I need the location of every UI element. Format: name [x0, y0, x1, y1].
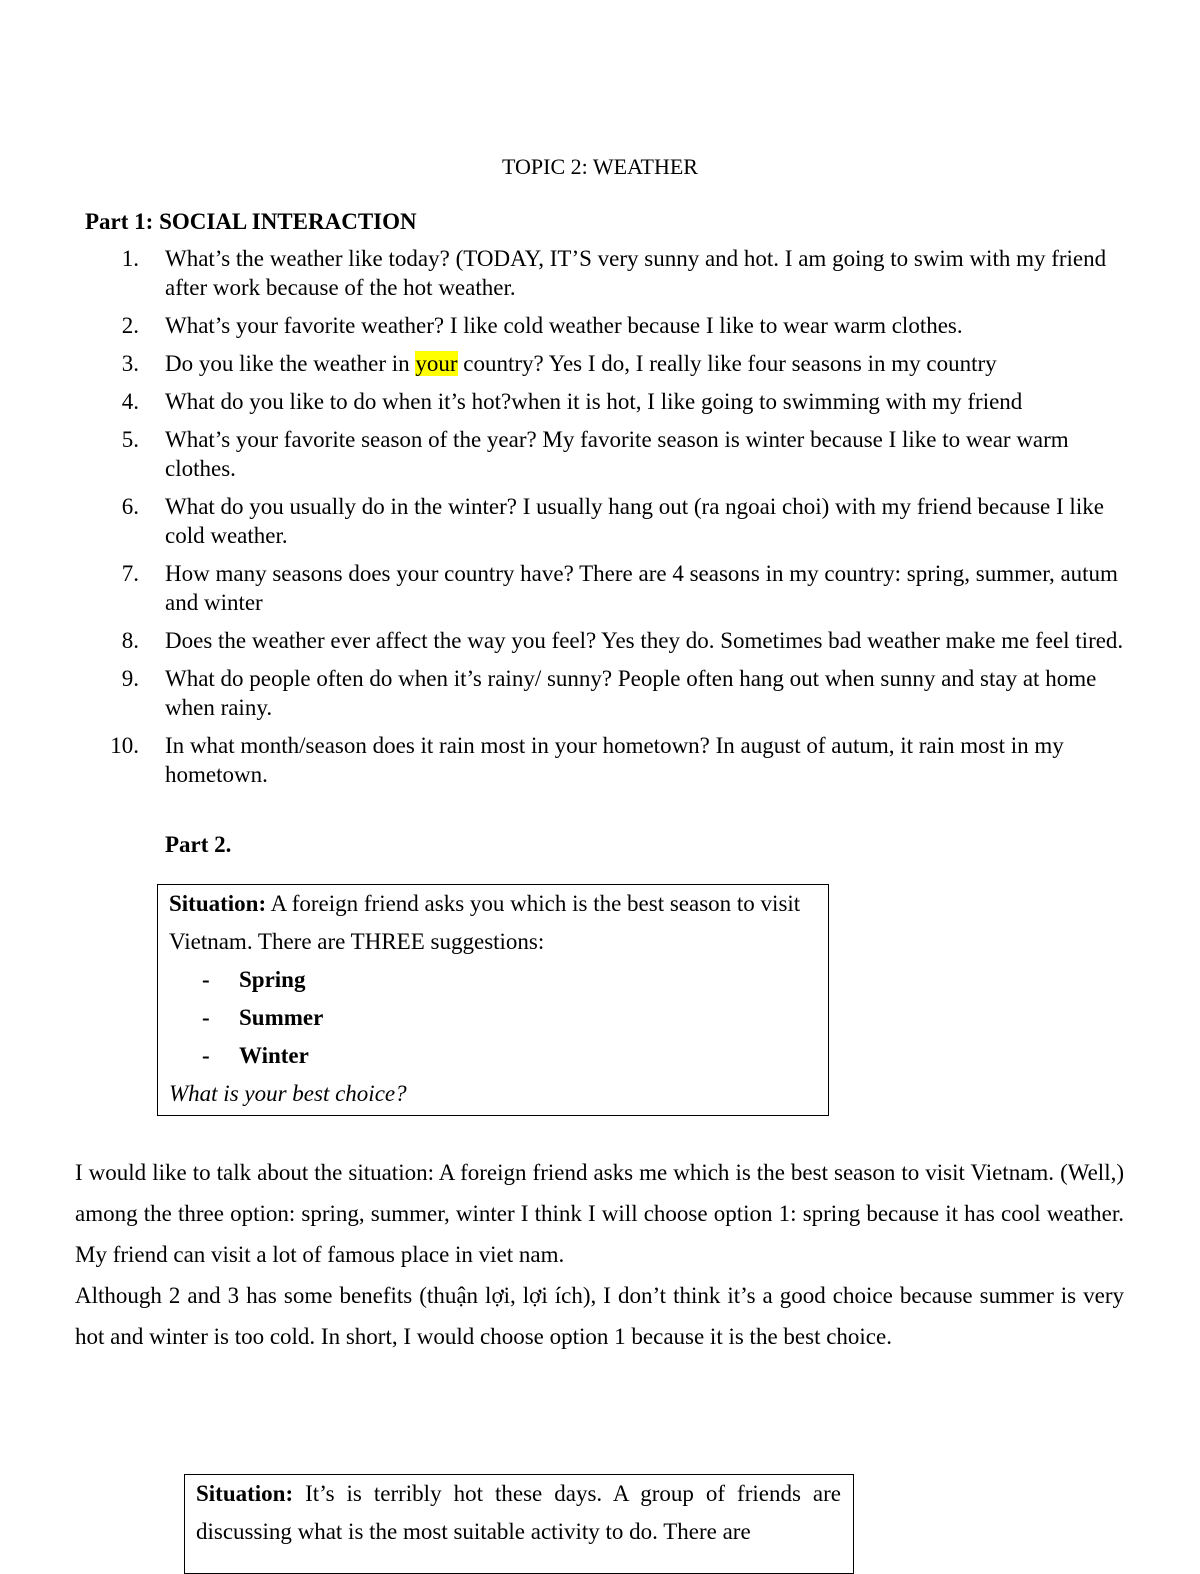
dash-bullet: -: [202, 1005, 210, 1030]
option-label: Winter: [239, 1043, 309, 1068]
list-item: [0, 349, 1200, 378]
part1-heading: Part 1: SOCIAL INTERACTION: [85, 209, 417, 234]
option-winter: [202, 1037, 816, 1075]
item-number: 2.: [121, 313, 139, 338]
situation-text: It’s is terribly hot these days. A group of friends are discussing what is the most suitable activity to do. There are: [196, 1481, 841, 1544]
list-item: [0, 731, 1200, 789]
item-number: 6.: [121, 494, 139, 519]
item-text: What’s your favorite season of the year? My favorite season is winter because I like to wear warm clothes.: [165, 427, 1069, 481]
dash-bullet: -: [202, 1043, 210, 1068]
item-text: What do you usually do in the winter? I usually hang out (ra ngoai choi) with my friend because I like cold weather.: [165, 494, 1104, 548]
situation-box-1: [157, 884, 829, 1116]
item-number: 5.: [121, 427, 139, 452]
situation-box-2: [184, 1474, 854, 1574]
topic-title: TOPIC 2: WEATHER: [502, 154, 698, 179]
item-number: 9.: [121, 666, 139, 691]
item-number: 3.: [121, 351, 139, 376]
situation-question: What is your best choice?: [169, 1081, 407, 1106]
item-text-after: country? Yes I do, I really like four seasons in my country: [457, 351, 997, 376]
item-number: 10.: [110, 733, 139, 758]
answer-paragraph-2: Although 2 and 3 has some benefits (thuận lợi, lợi ích), I don’t think it’s a good choice because summer is very hot and winter is too cold. In short, I would choose option 1 because it is the best choice.: [75, 1283, 1124, 1349]
list-item: [0, 244, 1200, 302]
situation-text: A foreign friend asks you which is the best season to visit Vietnam. There are THREE suggestions:: [169, 891, 801, 954]
list-item: [0, 559, 1200, 617]
answer-text: [75, 1152, 1124, 1357]
item-text: What’s the weather like today? (TODAY, IT’S very sunny and hot. I am going to swim with my friend after work because of the hot weather.: [165, 246, 1107, 300]
item-number: 7.: [121, 561, 139, 586]
part2-heading: Part 2.: [165, 832, 232, 857]
item-text: What do people often do when it’s rainy/ sunny? People often hang out when sunny and stay at home when rainy.: [165, 666, 1097, 720]
item-text: [165, 349, 1130, 378]
option-spring: [202, 961, 816, 999]
item-number: 4.: [121, 389, 139, 414]
option-label: Spring: [239, 967, 306, 992]
item-text: How many seasons does your country have? There are 4 seasons in my country: spring, summer, autum and winter: [165, 561, 1118, 615]
item-number: 8.: [121, 628, 139, 653]
question-list: [0, 244, 1200, 789]
list-item: [0, 626, 1200, 655]
list-item: [0, 311, 1200, 340]
list-item: [0, 387, 1200, 416]
item-text-before: Do you like the weather in: [165, 351, 416, 376]
option-label: Summer: [239, 1005, 324, 1030]
item-text: Does the weather ever affect the way you feel? Yes they do. Sometimes bad weather make me feel tired.: [165, 628, 1124, 653]
highlighted-word: your: [415, 351, 458, 376]
dash-bullet: -: [202, 967, 210, 992]
answer-paragraph-1: I would like to talk about the situation: A foreign friend asks me which is the best season to visit Vietnam. (Well,) among the three option: spring, summer, winter I think I will choose option 1: spring because it has cool weather. My friend can visit a lot of famous place in viet nam.: [75, 1160, 1124, 1267]
item-text: In what month/season does it rain most in your hometown? In august of autum, it rain most in my hometown.: [165, 733, 1064, 787]
situation-label: Situation:: [169, 891, 267, 916]
item-text: What do you like to do when it’s hot?when it is hot, I like going to swimming with my friend: [165, 389, 1023, 414]
item-text: What’s your favorite weather? I like cold weather because I like to wear warm clothes.: [165, 313, 963, 338]
situation-description: [169, 885, 816, 961]
situation-label: Situation:: [196, 1481, 294, 1506]
item-number: 1.: [121, 246, 139, 271]
option-summer: [202, 999, 816, 1037]
list-item: [0, 425, 1200, 483]
list-item: [0, 492, 1200, 550]
list-item: [0, 664, 1200, 722]
